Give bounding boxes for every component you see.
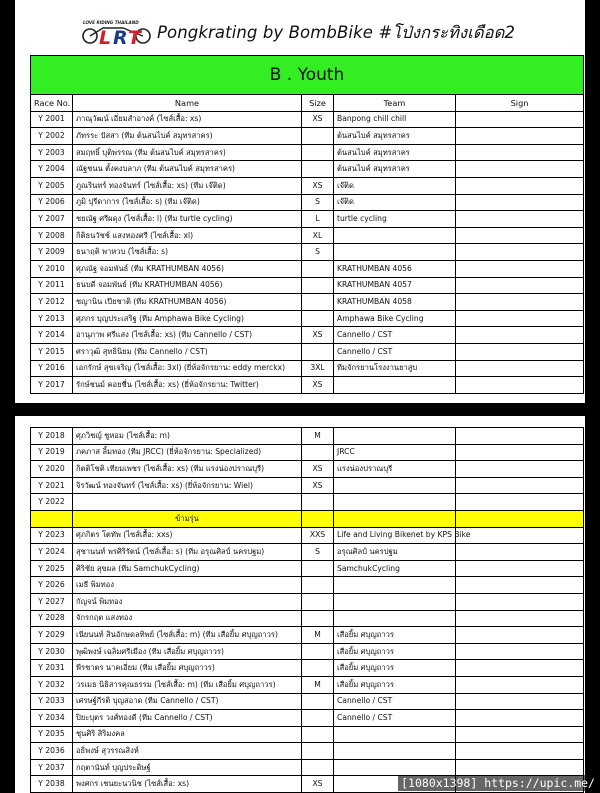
race-number: Y 2002 <box>31 128 73 145</box>
shirt-size <box>302 759 334 776</box>
race-number: Y 2008 <box>31 227 73 244</box>
race-number: Y 2017 <box>31 377 73 394</box>
table-row <box>31 360 584 377</box>
team-name: ต้นสนไบค์ สมุทรสาคร <box>334 161 456 178</box>
sign-cell <box>456 111 584 128</box>
sign-cell <box>456 310 584 327</box>
table-row <box>31 343 584 360</box>
runner-name: เอกรักษ์ สุขเจริญ (ไซส์เสื้อ: 3xl) (ยี่ห้อจักรยาน: eddy merckx) <box>73 360 302 377</box>
sign-cell <box>456 343 584 360</box>
team-name: Amphawa Bike Cycling <box>334 310 456 327</box>
team-name: เสือยิ้ม ศบุญถาวร <box>334 660 456 677</box>
table-row <box>31 660 584 677</box>
sign-cell <box>456 277 584 294</box>
svg-text:LOVE RIDING THAILAND: LOVE RIDING THAILAND <box>83 20 139 25</box>
race-number: Y 2031 <box>31 660 73 677</box>
runner-name: จักรกฤต แสงทอง <box>73 610 302 627</box>
runner-name: อธิพงษ์ สุวรรณสิงห์ <box>73 743 302 760</box>
sign-cell <box>456 144 584 161</box>
race-number: Y 2010 <box>31 260 73 277</box>
shirt-size <box>302 510 334 527</box>
sign-cell <box>456 494 584 511</box>
runner-name: ข้ามรุ่น <box>73 510 302 527</box>
race-number: Y 2014 <box>31 327 73 344</box>
team-name: อรุณศิลป์ นครปฐม <box>334 544 456 561</box>
sign-cell <box>456 660 584 677</box>
sign-cell <box>456 128 584 145</box>
table-header-row <box>31 95 584 112</box>
team-name <box>334 610 456 627</box>
runner-name: ศิริชัย สุขผล (ทีม SamchukCycling) <box>73 560 302 577</box>
sign-cell <box>456 444 584 461</box>
shirt-size <box>302 577 334 594</box>
shirt-size <box>302 260 334 277</box>
runner-name: เมธี พิมทอง <box>73 577 302 594</box>
col-size: Size <box>302 95 334 112</box>
runner-name: พีรชาตร นาคเอี่ยม (ทีม เสือยิ้ม ศบุญถาวร) <box>73 660 302 677</box>
runner-name: ชยณัฐ ศรีผดุง (ไซส์เสื้อ: l) (ทีม turtle cycling) <box>73 211 302 228</box>
runner-name: กิตติโชติ เทียมเพชร (ไซส์เสื้อ: xs) (ทีม แรงน่องปราณบุรี) <box>73 461 302 478</box>
race-number: Y 2022 <box>31 494 73 511</box>
runner-name: กฤตานันท์ บุญประดิษฐ์ <box>73 759 302 776</box>
shirt-size: 3XL <box>302 360 334 377</box>
table-row <box>31 428 584 445</box>
team-name: แรงน่องปราณบุรี <box>334 461 456 478</box>
race-number: Y 2016 <box>31 360 73 377</box>
team-name: Cannello / CST <box>334 710 456 727</box>
team-name: เสือยิ้ม ศบุญถาวร <box>334 643 456 660</box>
shirt-size: S <box>302 244 334 261</box>
page-title: Pongkrating by BombBike #โป่งกระทิงเดือด2 <box>157 23 516 42</box>
shirt-size: XS <box>302 776 334 793</box>
team-name: เจ๊ติด <box>334 177 456 194</box>
runner-name: ศุภกร บุญประเสริฐ (ทีม Amphawa Bike Cycling) <box>73 310 302 327</box>
table-row <box>31 593 584 610</box>
shirt-size <box>302 660 334 677</box>
runner-name: จิรวัฒน์ ทองจันทร์ (ไซส์เสื้อ: xs) (ยี่ห้อจักรยาน: Wiel) <box>73 477 302 494</box>
table-row <box>31 477 584 494</box>
table-row <box>31 710 584 727</box>
table-row <box>31 277 584 294</box>
table-row <box>31 544 584 561</box>
sign-cell <box>456 759 584 776</box>
table-row <box>31 510 584 527</box>
sign-cell <box>456 294 584 311</box>
race-number: Y 2004 <box>31 161 73 178</box>
race-number: Y 2035 <box>31 726 73 743</box>
race-number: Y 2009 <box>31 244 73 261</box>
table-row <box>31 244 584 261</box>
table-row <box>31 194 584 211</box>
team-name: KRATHUMBAN 4058 <box>334 294 456 311</box>
table-row <box>31 527 584 544</box>
runner-name: อานุภาพ ศรีแสง (ไซส์เสื้อ: xs) (ทีม Cannello / CST) <box>73 327 302 344</box>
team-name: เสือยิ้ม ศบุญถาวร <box>334 627 456 644</box>
sheet-page-2 <box>15 416 585 793</box>
team-name <box>334 428 456 445</box>
race-number: Y 2013 <box>31 310 73 327</box>
table-row <box>31 643 584 660</box>
race-number <box>31 510 73 527</box>
shirt-size <box>302 710 334 727</box>
table-row <box>31 759 584 776</box>
runner-name: ภคภาส ลิ้มทอง (ทีม JRCC) (ยี่ห้อจักรยาน: Specialized) <box>73 444 302 461</box>
race-number: Y 2032 <box>31 676 73 693</box>
race-number: Y 2018 <box>31 428 73 445</box>
team-name <box>334 593 456 610</box>
shirt-size: XS <box>302 111 334 128</box>
race-number: Y 2011 <box>31 277 73 294</box>
team-name: Life and Living Bikenet by KPS Bike <box>334 527 456 544</box>
sign-cell <box>456 260 584 277</box>
sign-cell <box>456 428 584 445</box>
sign-cell <box>456 510 584 527</box>
table-row <box>31 227 584 244</box>
sheet-page-1 <box>15 0 585 403</box>
lrt-logo-icon <box>73 18 165 49</box>
table-row <box>31 294 584 311</box>
team-name: ต้นสนไบค์ สมุทรสาคร <box>334 144 456 161</box>
runner-name: ธนาฤติ พาหวบ (ไซส์เสื้อ: s) <box>73 244 302 261</box>
race-number: Y 2005 <box>31 177 73 194</box>
race-number: Y 2033 <box>31 693 73 710</box>
team-name: KRATHUMBAN 4056 <box>334 260 456 277</box>
race-number: Y 2034 <box>31 710 73 727</box>
team-name: Cannello / CST <box>334 343 456 360</box>
team-name: Cannello / CST <box>334 693 456 710</box>
race-number: Y 2021 <box>31 477 73 494</box>
sign-cell <box>456 461 584 478</box>
runner-name: ภูณรินทร์ ทองจันทร์ (ไซส์เสื้อ: xs) (ทีม เจ๊ติด) <box>73 177 302 194</box>
shirt-size <box>302 693 334 710</box>
shirt-size: M <box>302 676 334 693</box>
table-row <box>31 161 584 178</box>
race-number: Y 2025 <box>31 560 73 577</box>
table-row <box>31 260 584 277</box>
shirt-size: XS <box>302 377 334 394</box>
runner-name <box>73 494 302 511</box>
shirt-size: XS <box>302 477 334 494</box>
shirt-size <box>302 444 334 461</box>
table-row <box>31 610 584 627</box>
header <box>15 0 585 52</box>
runner-name: ณัฐชนน ตั้งคงบลาภ (ทีม ต้นสนไบค์ สมุทรสาคร) <box>73 161 302 178</box>
race-number: Y 2036 <box>31 743 73 760</box>
team-name: เสือยิ้ม ศบุญถาวร <box>334 676 456 693</box>
team-name <box>334 494 456 511</box>
table-row <box>31 444 584 461</box>
shirt-size <box>302 743 334 760</box>
shirt-size <box>302 161 334 178</box>
runner-name: ปิยะบุตร วงศ์ทองดี (ทีม Cannello / CST) <box>73 710 302 727</box>
shirt-size <box>302 144 334 161</box>
sign-cell <box>456 610 584 627</box>
team-name <box>334 577 456 594</box>
sign-cell <box>456 726 584 743</box>
shirt-size <box>302 343 334 360</box>
shirt-size <box>302 128 334 145</box>
runner-name: เนียนนท์ สินอักษดลทิพย์ (ไซส์เสื้อ: m) (ทีม เสือยิ้ม ศบุญถาวร) <box>73 627 302 644</box>
runner-name: วรเมธ นิธิสารคุณธรรม (ไซส์เสื้อ: m) (ทีม เสือยิ้ม ศบุญถาวร) <box>73 676 302 693</box>
shirt-size: S <box>302 544 334 561</box>
col-team: Team <box>334 95 456 112</box>
runner-name: ชุนศิริ สิริมงคล <box>73 726 302 743</box>
race-number: Y 2020 <box>31 461 73 478</box>
runner-name: ธนบดี จอมพันธ์ (ทีม KRATHUMBAN 4056) <box>73 277 302 294</box>
team-name <box>334 759 456 776</box>
shirt-size: XS <box>302 461 334 478</box>
registration-table-1 <box>30 55 584 394</box>
sign-cell <box>456 227 584 244</box>
table-row <box>31 144 584 161</box>
runner-name: พงศกร เชนยะนวนิช (ไซส์เสื้อ: xs) <box>73 776 302 793</box>
runner-name: ภัทรระ ปัสสา (ทีม ต้นสนไบค์ สมุทรสาคร) <box>73 128 302 145</box>
table-row <box>31 177 584 194</box>
table-row <box>31 676 584 693</box>
table-row <box>31 577 584 594</box>
shirt-size <box>302 593 334 610</box>
shirt-size: XXS <box>302 527 334 544</box>
race-number: Y 2028 <box>31 610 73 627</box>
table-row <box>31 327 584 344</box>
race-number: Y 2030 <box>31 643 73 660</box>
svg-text:R: R <box>113 27 128 49</box>
sign-cell <box>456 693 584 710</box>
sign-cell <box>456 577 584 594</box>
table-row <box>31 743 584 760</box>
race-number: Y 2023 <box>31 527 73 544</box>
team-name: turtle cycling <box>334 211 456 228</box>
race-number: Y 2006 <box>31 194 73 211</box>
team-name <box>334 227 456 244</box>
shirt-size <box>302 610 334 627</box>
team-name: Cannello / CST <box>334 327 456 344</box>
team-name: JRCC <box>334 444 456 461</box>
col-race-no: Race No. <box>31 95 73 112</box>
shirt-size: L <box>302 211 334 228</box>
runner-name: ศุภณัฐ จอมพันธ์ (ทีม KRATHUMBAN 4056) <box>73 260 302 277</box>
registration-table-2 <box>30 427 584 793</box>
section-title: B . Youth <box>31 56 584 95</box>
shirt-size: S <box>302 194 334 211</box>
race-number: Y 2012 <box>31 294 73 311</box>
race-number: Y 2019 <box>31 444 73 461</box>
table-row <box>31 377 584 394</box>
race-number: Y 2007 <box>31 211 73 228</box>
shirt-size <box>302 494 334 511</box>
race-number: Y 2024 <box>31 544 73 561</box>
runner-name: สุชานนท์ พรศิริรัตน์ (ไซส์เสื้อ: s) (ทีม อรุณศิลป์ นครปฐม) <box>73 544 302 561</box>
shirt-size <box>302 726 334 743</box>
shirt-size: M <box>302 428 334 445</box>
runner-name: ศุภวิชญ์ ชูหอม (ไซส์เสื้อ: m) <box>73 428 302 445</box>
watermark: [1080x1398] https://upic.me/ <box>398 775 598 791</box>
race-number: Y 2003 <box>31 144 73 161</box>
runner-name: กิติธนวัชช์ แสงทองศรี (ไซส์เสื้อ: xl) <box>73 227 302 244</box>
sign-cell <box>456 593 584 610</box>
team-name <box>334 510 456 527</box>
shirt-size <box>302 560 334 577</box>
team-name: KRATHUMBAN 4057 <box>334 277 456 294</box>
table-row <box>31 560 584 577</box>
sign-cell <box>456 327 584 344</box>
runner-name: ภาณุวัฒน์ เอี่ยมสำอางค์ (ไซส์เสื้อ: xs) <box>73 111 302 128</box>
shirt-size <box>302 277 334 294</box>
shirt-size <box>302 310 334 327</box>
team-name <box>334 726 456 743</box>
runner-name: กัญจน์ พิมทอง <box>73 593 302 610</box>
sign-cell <box>456 527 584 544</box>
sign-cell <box>456 194 584 211</box>
shirt-size: XS <box>302 327 334 344</box>
shirt-size <box>302 294 334 311</box>
race-number: Y 2015 <box>31 343 73 360</box>
sign-cell <box>456 743 584 760</box>
team-name: SamchukCycling <box>334 560 456 577</box>
race-number: Y 2029 <box>31 627 73 644</box>
sign-cell <box>456 244 584 261</box>
sign-cell <box>456 710 584 727</box>
team-name <box>334 743 456 760</box>
runner-name: ชญานิน เปียชาติ (ทีม KRATHUMBAN 4056) <box>73 294 302 311</box>
race-number: Y 2026 <box>31 577 73 594</box>
shirt-size: XS <box>302 177 334 194</box>
table-row <box>31 494 584 511</box>
table-row <box>31 461 584 478</box>
shirt-size: M <box>302 627 334 644</box>
team-name: ต้นสนไบค์ สมุทรสาคร <box>334 128 456 145</box>
runner-name: ศุภกิตร โตทัพ (ไซส์เสื้อ: xxs) <box>73 527 302 544</box>
race-number: Y 2038 <box>31 776 73 793</box>
col-sign: Sign <box>456 95 584 112</box>
table-row <box>31 693 584 710</box>
svg-text:T: T <box>128 27 141 49</box>
svg-text:L: L <box>99 27 112 49</box>
runner-name: สมฤทธิ์ บุติพรรณ (ทีม ต้นสนไบค์ สมุทรสาคร) <box>73 144 302 161</box>
team-name: เจ๊ติด <box>334 194 456 211</box>
sign-cell <box>456 643 584 660</box>
runner-name: พุฒิพงษ์ เฉลิมศรีเมือง (ทีม เสือยิ้ม ศบุญถาวร) <box>73 643 302 660</box>
sign-cell <box>456 560 584 577</box>
team-name <box>334 244 456 261</box>
shirt-size: XL <box>302 227 334 244</box>
table-row <box>31 128 584 145</box>
runner-name: เศรษฐ์กีรติ บุญสอาด (ทีม Cannello / CST) <box>73 693 302 710</box>
col-name: Name <box>73 95 302 112</box>
table-row <box>31 627 584 644</box>
sign-cell <box>456 161 584 178</box>
runner-name: รักษ์ชนม์ คอยชื่น (ไซส์เสื้อ: xs) (ยี่ห้อจักรยาน: Twitter) <box>73 377 302 394</box>
table-row <box>31 726 584 743</box>
team-name: ทีมจักรยานโรงงานยาสูบ <box>334 360 456 377</box>
sign-cell <box>456 360 584 377</box>
sign-cell <box>456 377 584 394</box>
table-row <box>31 310 584 327</box>
shirt-size <box>302 643 334 660</box>
sign-cell <box>456 627 584 644</box>
sign-cell <box>456 177 584 194</box>
table-row <box>31 111 584 128</box>
sign-cell <box>456 676 584 693</box>
race-number: Y 2037 <box>31 759 73 776</box>
team-name <box>334 477 456 494</box>
table-row <box>31 211 584 228</box>
sign-cell <box>456 211 584 228</box>
team-name <box>334 377 456 394</box>
race-number: Y 2027 <box>31 593 73 610</box>
runner-name: ศราวุฒิ สุทธินิยม (ทีม Cannello / CST) <box>73 343 302 360</box>
race-number: Y 2001 <box>31 111 73 128</box>
runner-name: ภูมิ ปุรีดาการ (ไซส์เสื้อ: s) (ทีม เจ๊ติด) <box>73 194 302 211</box>
sign-cell <box>456 544 584 561</box>
sign-cell <box>456 477 584 494</box>
team-name: Banpong chill chill <box>334 111 456 128</box>
